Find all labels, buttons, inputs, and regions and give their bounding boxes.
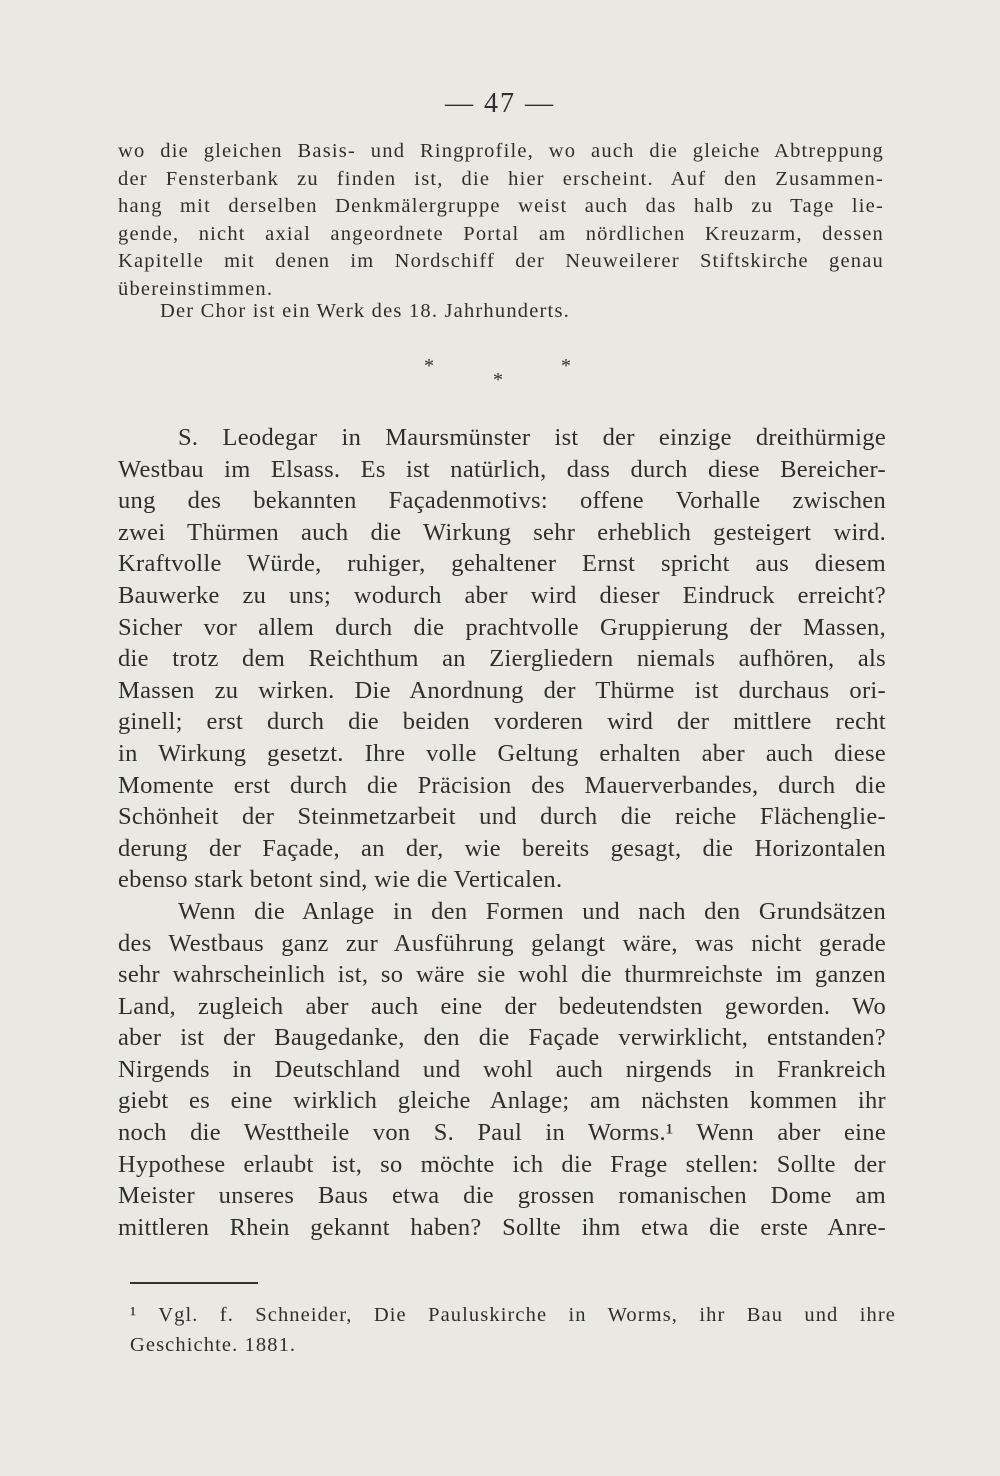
text-line: S. Leodegar in Maursmünster ist der einzige dreithürmige bbox=[178, 424, 886, 451]
asterisk: * bbox=[424, 355, 434, 377]
text-line: Wenn die Anlage in den Formen und nach den Grundsätzen bbox=[178, 897, 886, 925]
text-line: übereinstimmen. bbox=[118, 277, 274, 300]
text-line: zwei Thürmen auch die Wirkung sehr erheblich gesteigert wird. bbox=[118, 518, 886, 546]
paragraph-choir: Der Chor ist ein Werk des 18. Jahrhunderts. bbox=[160, 300, 570, 322]
text-line: hang mit derselben Denkmälergruppe weist auch das halb zu Tage lie- bbox=[118, 195, 884, 217]
text-line: Land, zugleich aber auch eine der bedeutendsten geworden. Wo bbox=[118, 992, 886, 1020]
footnote-line: ¹ Vgl. f. Schneider, Die Pauluskirche in Worms, ihr Bau und ihre bbox=[130, 1304, 896, 1326]
text-line: Kapitelle mit denen im Nordschiff der Neuweilerer Stiftskirche genau bbox=[118, 250, 884, 272]
text-line: ebenso stark betont sind, wie die Verticalen. bbox=[118, 866, 563, 894]
text-line: Schönheit der Steinmetzarbeit und durch die reiche Flächenglie- bbox=[118, 803, 886, 831]
text-line: Hypothese erlaubt ist, so möchte ich die Frage stellen: Sollte der bbox=[118, 1150, 886, 1178]
paragraph-continued bbox=[118, 138, 884, 303]
text-line: sehr wahrscheinlich ist, so wäre sie wohl die thurmreichste im ganzen bbox=[118, 961, 886, 989]
text-line: ginell; erst durch die beiden vorderen wird der mittlere recht bbox=[118, 708, 886, 736]
main-text bbox=[118, 422, 886, 1243]
text-line: Momente erst durch die Präcision des Mauerverbandes, durch die bbox=[118, 771, 886, 799]
text-line: derung der Façade, an der, wie bereits gesagt, die Horizontalen bbox=[118, 834, 886, 862]
footnote bbox=[130, 1300, 896, 1360]
text-line: Sicher vor allem durch die prachtvolle Gruppierung der Massen, bbox=[118, 613, 886, 641]
text-line: giebt es eine wirklich gleiche Anlage; am nächsten kommen ihr bbox=[118, 1087, 886, 1115]
text-line: gende, nicht axial angeordnete Portal am nördlichen Kreuzarm, dessen bbox=[118, 222, 884, 245]
text-line: Meister unseres Baus etwa die grossen romanischen Dome am bbox=[118, 1182, 886, 1210]
page-number: — 47 — bbox=[445, 88, 555, 119]
section-separator bbox=[0, 355, 1000, 395]
text-line: noch die Westtheile von S. Paul in Worms.¹ Wenn aber eine bbox=[118, 1119, 886, 1147]
text-line: wo die gleichen Basis- und Ringprofile, wo auch die gleiche Abtreppung bbox=[118, 140, 884, 162]
text-line: Massen zu wirken. Die Anordnung der Thürme ist durchaus ori- bbox=[118, 676, 886, 704]
text-line: Nirgends in Deutschland und wohl auch nirgends in Frankreich bbox=[118, 1055, 886, 1083]
text-line: die trotz dem Reichthum an Ziergliedern niemals aufhören, als bbox=[118, 645, 886, 673]
text-line: des Westbaus ganz zur Ausführung gelangt wäre, was nicht gerade bbox=[118, 929, 886, 957]
footnote-line: Geschichte. 1881. bbox=[130, 1334, 297, 1356]
footnote-rule bbox=[130, 1282, 258, 1284]
text-line: mittleren Rhein gekannt haben? Sollte ihm etwa die erste Anre- bbox=[118, 1213, 886, 1241]
text-line: der Fensterbank zu finden ist, die hier erscheint. Auf den Zusammen- bbox=[118, 167, 884, 190]
text-line: Bauwerke zu uns; wodurch aber wird dieser Eindruck erreicht? bbox=[118, 581, 886, 609]
text-line: in Wirkung gesetzt. Ihre volle Geltung erhalten aber auch diese bbox=[118, 739, 886, 767]
asterisk: * bbox=[561, 355, 571, 377]
asterisk: * bbox=[493, 369, 503, 391]
text-line: aber ist der Baugedanke, den die Façade verwirklicht, entstanden? bbox=[118, 1024, 886, 1052]
text-line: Kraftvolle Würde, ruhiger, gehaltener Ernst spricht aus diesem bbox=[118, 550, 886, 578]
text-line: Westbau im Elsass. Es ist natürlich, dass durch diese Bereicher- bbox=[118, 455, 886, 483]
text-line: ung des bekannten Façadenmotivs: offene Vorhalle zwischen bbox=[118, 487, 886, 515]
